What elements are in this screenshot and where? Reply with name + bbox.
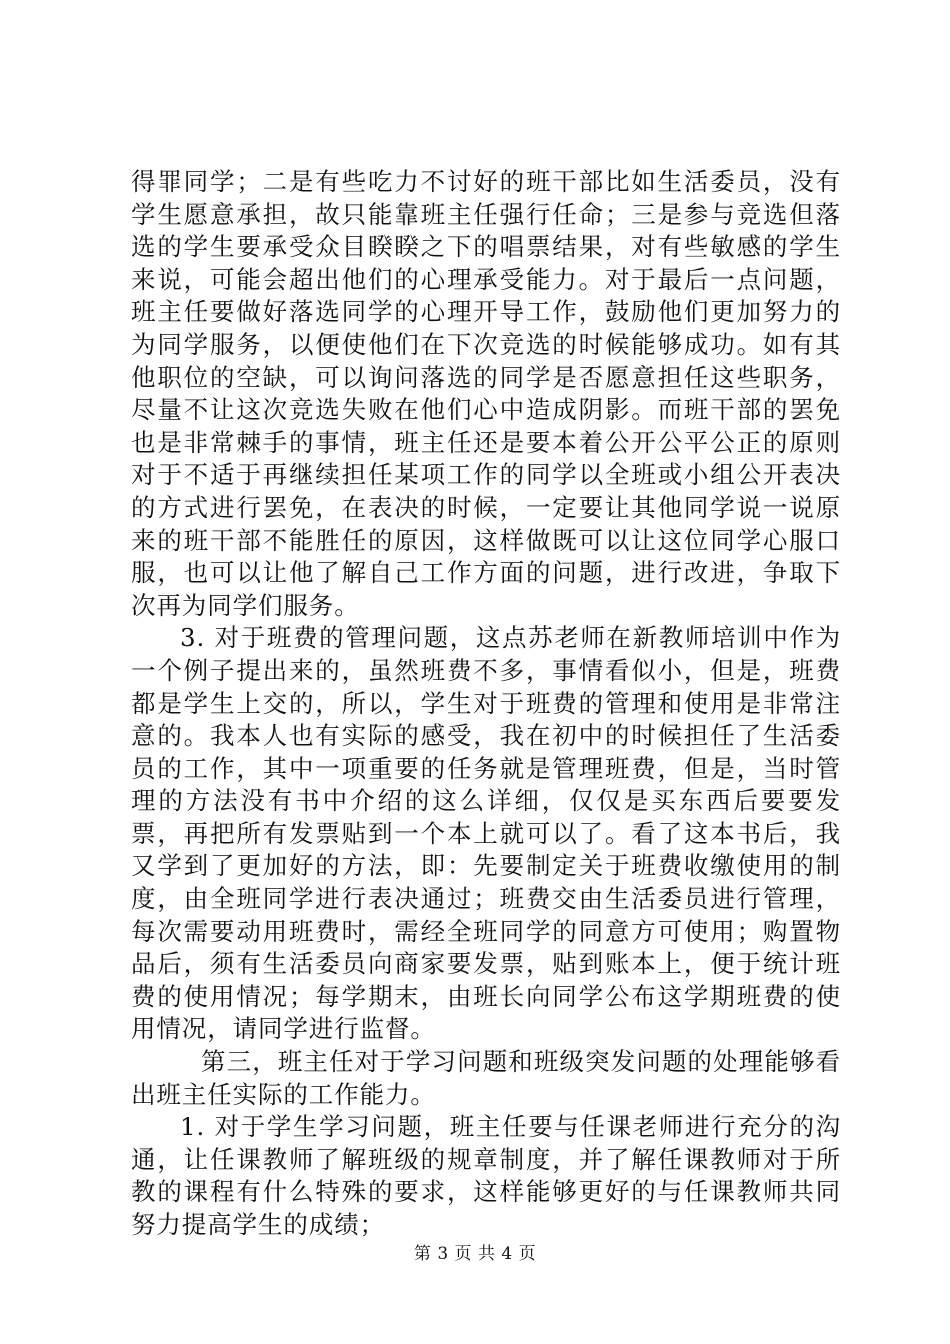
paragraph-study-problems: 1. 对于学生学习问题，班主任要与任课老师进行充分的沟通，让任课教师了解班级的规章制度，并了解任课教师对于所教的课程有什么特殊的要求，这样能够更好的与任课教师共同努力提高学生的成绩； xyxy=(131,1112,841,1239)
paragraph-class-fee-management: 3. 对于班费的管理问题，这点苏老师在新教师培训中作为一个例子提出来的，虽然班费不多，事情看似小，但是，班费都是学生上交的，所以，学生对于班费的管理和使用是非常注意的。我本人也有实际的感受，我在初中的时候担任了生活委员的工作，其中一项重要的任务就是管理班费，但是，当时管理的方法没有书中介绍的这么详细，仅仅是买东西后要要发票，再把所有发票贴到一个本上就可以了。看了这本书后，我又学到了更加好的方法，即：先要制定关于班费收缴使用的制度，由全班同学进行表决通过；班费交由生活委员进行管理，每次需要动用班费时，需经全班同学的同意方可使用；购置物品后，须有生活委员向商家要发票，贴到账本上，便于统计班费的使用情况；每学期末，由班长向同学公布这学期班费的使用情况，请同学进行监督。 xyxy=(131,623,841,1044)
paragraph-third-point: 第三，班主任对于学习问题和班级突发问题的处理能够看出班主任实际的工作能力。 xyxy=(131,1047,841,1109)
document-body xyxy=(131,166,841,1242)
paragraph-class-cadre-election: 得罪同学；二是有些吃力不讨好的班干部比如生活委员，没有学生愿意承担，故只能靠班主任强行任命；三是参与竞选但落选的学生要承受众目睽睽之下的唱票结果，对有些敏感的学生来说，可能会超出他们的心理承受能力。对于最后一点问题，班主任要做好落选同学的心理开导工作，鼓励他们更加努力的为同学服务，以便使他们在下次竞选的时候能够成功。如有其他职位的空缺，可以询问落选的同学是否愿意担任这些职务，尽量不让这次竞选失败在他们心中造成阴影。而班干部的罢免也是非常棘手的事情，班主任还是要本着公开公平公正的原则对于不适于再继续担任某项工作的同学以全班或小组公开表决的方式进行罢免，在表决的时候，一定要让其他同学说一说原来的班干部不能胜任的原因，这样做既可以让这位同学心服口服，也可以让他了解自己工作方面的问题，进行改进，争取下次再为同学们服务。 xyxy=(131,167,841,620)
page-number-footer: 第 3 页 共 4 页 xyxy=(413,1244,537,1264)
